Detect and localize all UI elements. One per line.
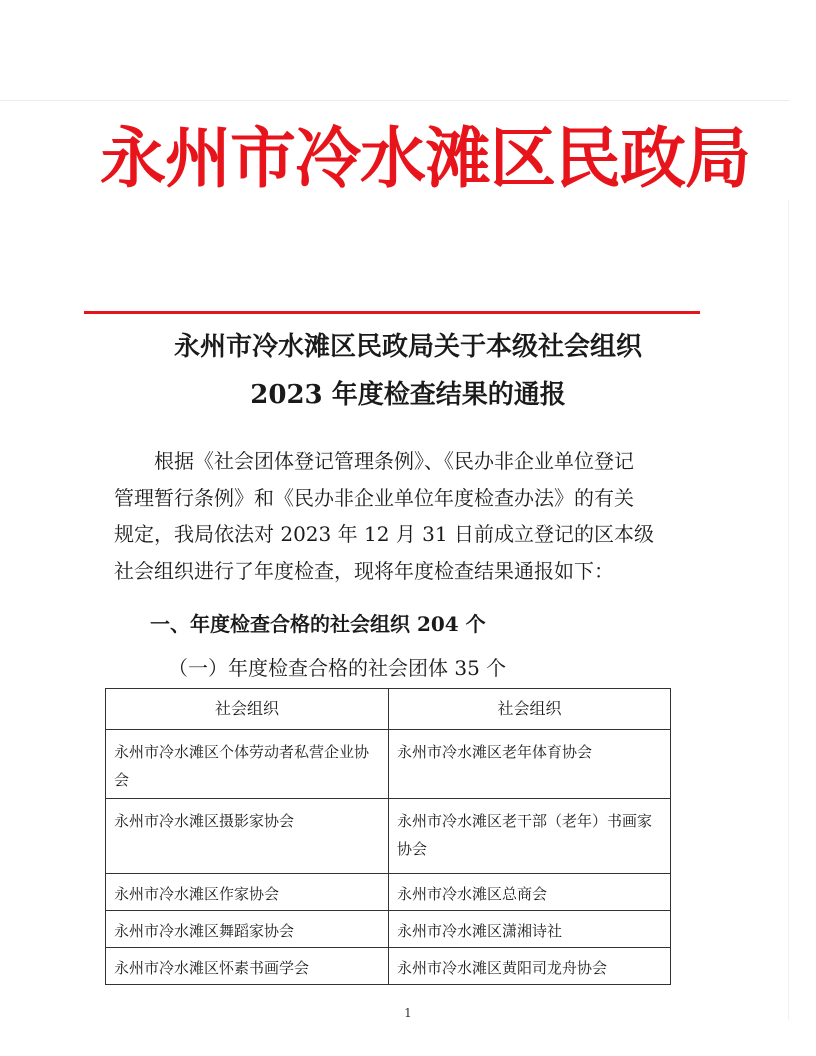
column-header: 社会组织	[106, 689, 389, 730]
table-header-row	[106, 689, 671, 730]
body-line: 根据《社会团体登记管理条例》、《民办非企业单位登记	[154, 449, 634, 473]
table-row	[106, 730, 671, 799]
body-line: 规定，我局依法对 2023 年 12 月 31 日前成立登记的区本级	[114, 522, 654, 546]
column-header: 社会组织	[389, 689, 671, 730]
red-masthead: 永州市冷水滩区民政局	[100, 119, 750, 197]
table-row	[106, 911, 671, 948]
document-title-line-1: 永州市冷水滩区民政局关于本级社会组织	[173, 332, 642, 362]
body-line: 社会组织进行了年度检查，现将年度检查结果通报如下：	[114, 558, 614, 583]
document-title-line-2: 2023 年度检查结果的通报	[250, 380, 566, 410]
table-cell: 永州市冷水滩区总商会	[389, 874, 671, 911]
scan-edge-line-right	[788, 200, 789, 1020]
table-row	[106, 948, 671, 985]
table-cell: 永州市冷水滩区黄阳司龙舟协会	[389, 948, 671, 985]
table-cell: 永州市冷水滩区摄影家协会	[106, 799, 389, 874]
table-cell: 永州市冷水滩区舞蹈家协会	[106, 911, 389, 948]
body-paragraph	[114, 443, 674, 589]
red-divider-rule	[84, 311, 700, 314]
organizations-table	[105, 688, 671, 985]
table-cell: 永州市冷水滩区作家协会	[106, 874, 389, 911]
table-cell: 永州市冷水滩区怀素书画学会	[106, 948, 389, 985]
scan-edge-line	[0, 100, 790, 101]
table-row	[106, 874, 671, 911]
table-cell: 永州市冷水滩区老干部（老年）书画家协会	[389, 799, 671, 874]
table-cell: 永州市冷水滩区老年体育协会	[389, 730, 671, 799]
table-row	[106, 799, 671, 874]
subsection-heading: （一）年度检查合格的社会团体 35 个	[168, 656, 507, 680]
page-number: 1	[404, 1006, 412, 1020]
table-cell: 永州市冷水滩区潇湘诗社	[389, 911, 671, 948]
section-heading: 一、年度检查合格的社会组织 204 个	[150, 612, 486, 636]
body-line: 管理暂行条例》和《民办非企业单位年度检查办法》的有关	[114, 485, 634, 510]
table-cell: 永州市冷水滩区个体劳动者私营企业协会	[106, 730, 389, 799]
